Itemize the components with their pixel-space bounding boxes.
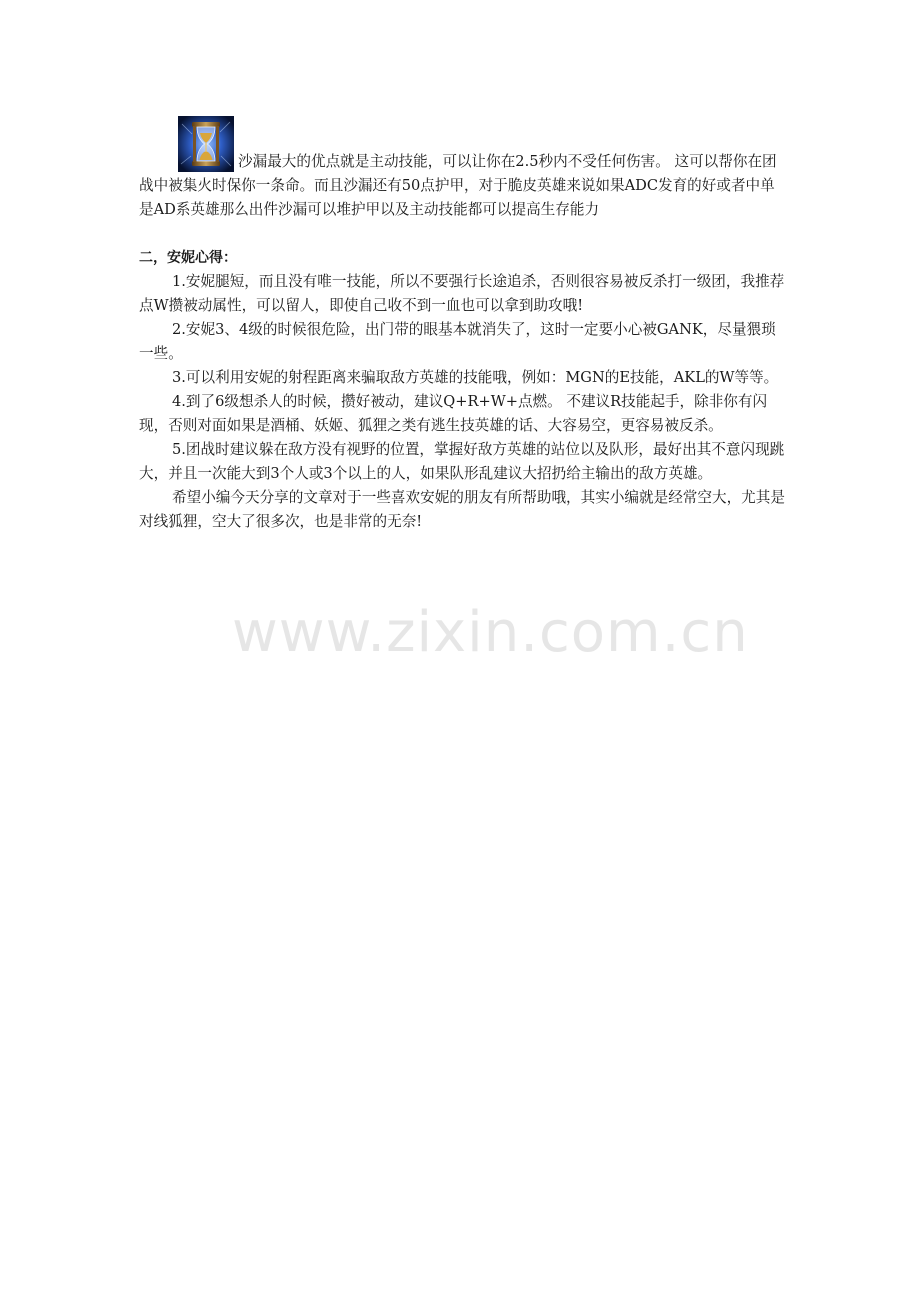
tip-paragraph-4: 4.到了6级想杀人的时候，攒好被动，建议Q+R+W+点燃。 不建议R技能起手，除非你有闪现，否则对面如果是酒桶、妖姬、狐狸之类有逃生技英雄的话、大容易空，更容易被反杀。 [139,393,768,434]
tip-paragraph-5: 5.团战时建议躲在敌方没有视野的位置，掌握好敌方英雄的站位以及队形，最好出其不意闪现跳大，并且一次能大到3个人或3个以上的人，如果队形乱建议大招扔给主输出的敌方英雄。 [139,441,785,482]
tip-paragraph-2: 2.安妮3、4级的时候很危险，出门带的眼基本就消失了，这时一定要小心被GANK，尽量猥琐一些。 [139,321,776,362]
watermark: www.zixin.com.cn [232,600,749,665]
section-heading: 二，安妮心得： [139,250,237,266]
tip-paragraph-1: 1.安妮腿短，而且没有唯一技能，所以不要强行长途追杀，否则很容易被反杀打一级团，我推荐点W攒被动属性，可以留人，即使自己收不到一血也可以拿到助攻哦! [139,273,785,314]
intro-paragraph [139,116,789,222]
document-body [139,116,789,534]
intro-text: 沙漏最大的优点就是主动技能，可以让你在2.5秒内不受任何伤害。 这可以帮你在团战中被集火时保你一条命。而且沙漏还有50点护甲，对于脆皮英雄来说如果ADC发育的好或者中单是AD系英雄那么出件沙漏可以堆护甲以及主动技能都可以提高生存能力 [139,153,777,218]
closing-paragraph: 希望小编今天分享的文章对于一些喜欢安妮的朋友有所帮助哦，其实小编就是经常空大，尤其是对线狐狸，空大了很多次，也是非常的无奈! [139,489,785,530]
paragraph-spacer [139,222,789,246]
hourglass-icon [178,116,234,172]
tip-paragraph-3: 3.可以利用安妮的射程距离来骗取敌方英雄的技能哦，例如：MGN的E技能，AKL的W等等。 [172,369,779,386]
